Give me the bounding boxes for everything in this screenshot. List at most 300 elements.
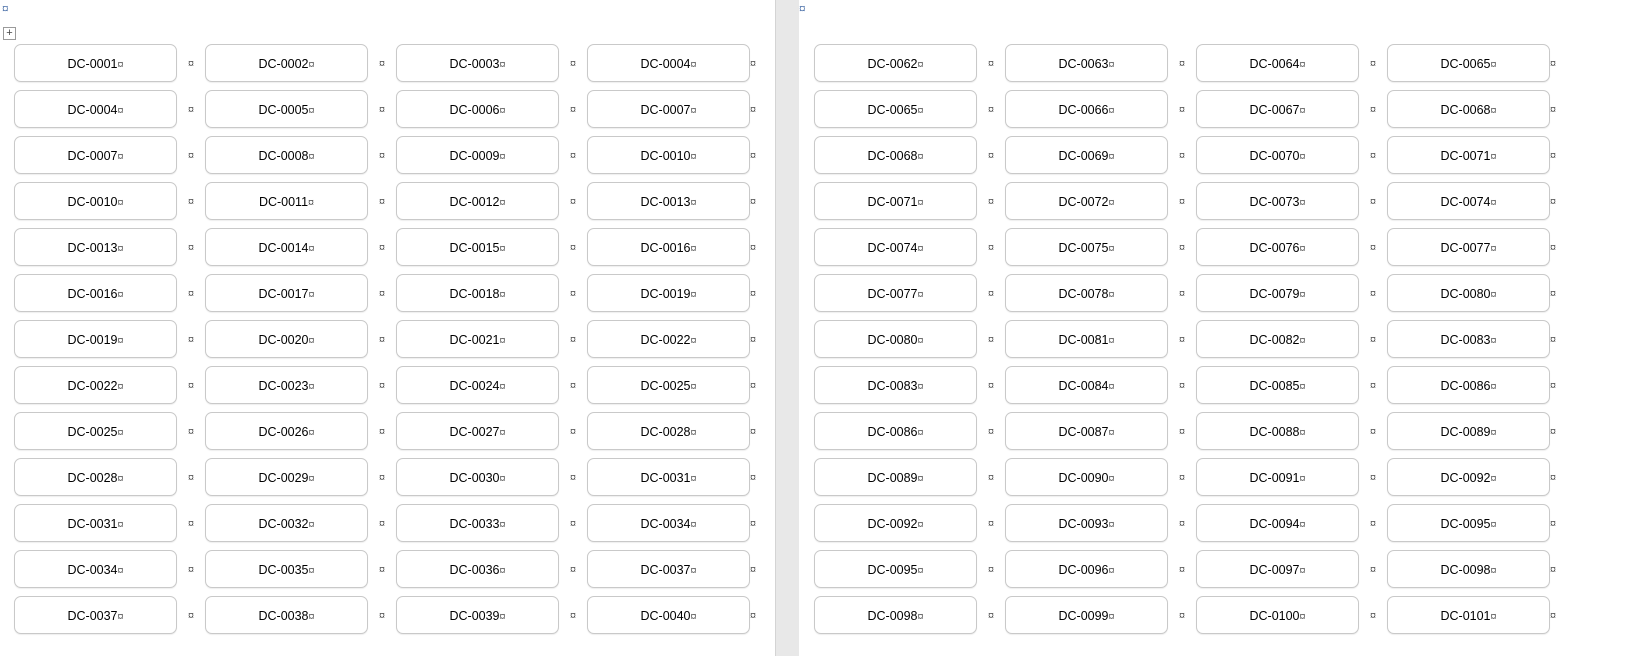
pilcrow-icon: ¤ — [308, 471, 315, 485]
column-gap-mark: ¤ — [570, 515, 576, 530]
column-gap-mark: ¤ — [988, 285, 994, 300]
pilcrow-icon: ¤ — [1108, 425, 1115, 439]
pilcrow-icon: ¤ — [1299, 425, 1306, 439]
pilcrow-icon: ¤ — [1490, 287, 1497, 301]
row-spacer — [814, 404, 1564, 412]
row-end-mark: ¤ — [750, 515, 756, 530]
label-cell[interactable] — [1005, 274, 1168, 312]
label-text: DC-0001¤ — [14, 44, 177, 82]
label-text: DC-0007¤ — [587, 90, 750, 128]
pilcrow-icon: ¤ — [499, 517, 506, 531]
label-cell[interactable] — [205, 136, 368, 174]
label-text: DC-0063¤ — [1005, 44, 1168, 82]
pilcrow-icon: ¤ — [690, 379, 697, 393]
label-text: DC-0091¤ — [1196, 458, 1359, 496]
column-gap-mark: ¤ — [1179, 469, 1185, 484]
label-cell[interactable] — [814, 228, 977, 266]
label-text: DC-0092¤ — [1387, 458, 1550, 496]
label-cell[interactable] — [587, 228, 750, 266]
label-cell[interactable] — [587, 412, 750, 450]
pilcrow-icon: ¤ — [499, 241, 506, 255]
row-end-mark: ¤ — [1550, 561, 1556, 576]
column-gap-mark: ¤ — [988, 515, 994, 530]
label-cell[interactable] — [1005, 596, 1168, 634]
label-text: DC-0089¤ — [1387, 412, 1550, 450]
label-text: DC-0086¤ — [1387, 366, 1550, 404]
label-cell[interactable] — [814, 550, 977, 588]
label-cell[interactable] — [814, 366, 977, 404]
label-text: DC-0028¤ — [14, 458, 177, 496]
pilcrow-icon: ¤ — [690, 517, 697, 531]
label-text: DC-0098¤ — [814, 596, 977, 634]
label-cell[interactable] — [1196, 228, 1359, 266]
label-cell[interactable] — [14, 136, 177, 174]
label-cell[interactable] — [1196, 274, 1359, 312]
label-text: DC-0071¤ — [814, 182, 977, 220]
row-end-mark: ¤ — [750, 561, 756, 576]
row-spacer — [814, 496, 1564, 504]
label-cell[interactable] — [1387, 90, 1550, 128]
label-cell[interactable] — [205, 596, 368, 634]
row-end-mark: ¤ — [1550, 147, 1556, 162]
pilcrow-icon: ¤ — [1299, 379, 1306, 393]
label-text: DC-0014¤ — [205, 228, 368, 266]
pilcrow-icon: ¤ — [917, 425, 924, 439]
label-cell[interactable] — [1196, 550, 1359, 588]
label-text: DC-0011¤ — [205, 182, 368, 220]
label-text: DC-0003¤ — [396, 44, 559, 82]
label-cell[interactable] — [14, 228, 177, 266]
column-gap-mark: ¤ — [988, 423, 994, 438]
label-text: DC-0070¤ — [1196, 136, 1359, 174]
pilcrow-icon: ¤ — [308, 195, 315, 209]
column-gap-mark: ¤ — [570, 377, 576, 392]
label-cell[interactable] — [205, 274, 368, 312]
label-cell[interactable] — [205, 182, 368, 220]
pilcrow-icon: ¤ — [917, 241, 924, 255]
label-text: DC-0030¤ — [396, 458, 559, 496]
column-gap-mark: ¤ — [188, 561, 194, 576]
label-cell[interactable] — [14, 596, 177, 634]
label-cell[interactable] — [205, 320, 368, 358]
pilcrow-icon: ¤ — [1490, 333, 1497, 347]
label-cell[interactable] — [396, 90, 559, 128]
pilcrow-icon: ¤ — [917, 609, 924, 623]
label-cell[interactable] — [1196, 412, 1359, 450]
label-cell[interactable] — [1196, 182, 1359, 220]
column-gap-mark: ¤ — [379, 515, 385, 530]
paragraph-mark-icon: ¤ — [2, 1, 9, 16]
label-text: DC-0028¤ — [587, 412, 750, 450]
label-cell[interactable] — [396, 320, 559, 358]
row-end-mark: ¤ — [750, 423, 756, 438]
label-text: DC-0073¤ — [1196, 182, 1359, 220]
label-cell[interactable] — [396, 550, 559, 588]
label-cell[interactable] — [14, 550, 177, 588]
table-row — [14, 596, 764, 634]
label-text: DC-0037¤ — [14, 596, 177, 634]
label-text: DC-0010¤ — [587, 136, 750, 174]
column-gap-mark: ¤ — [1179, 285, 1185, 300]
label-cell[interactable] — [14, 90, 177, 128]
label-cell[interactable] — [1196, 504, 1359, 542]
column-gap-mark: ¤ — [379, 147, 385, 162]
label-text: DC-0085¤ — [1196, 366, 1359, 404]
label-cell[interactable] — [396, 182, 559, 220]
pilcrow-icon: ¤ — [1490, 517, 1497, 531]
label-cell[interactable] — [1196, 596, 1359, 634]
label-cell[interactable] — [1005, 320, 1168, 358]
row-spacer — [14, 542, 764, 550]
label-text: DC-0068¤ — [814, 136, 977, 174]
pilcrow-icon: ¤ — [1490, 241, 1497, 255]
label-cell[interactable] — [1005, 228, 1168, 266]
pilcrow-icon: ¤ — [1490, 195, 1497, 209]
pilcrow-icon: ¤ — [308, 103, 315, 117]
pilcrow-icon: ¤ — [117, 609, 124, 623]
label-cell[interactable] — [814, 44, 977, 82]
row-spacer — [814, 128, 1564, 136]
row-end-mark: ¤ — [1550, 193, 1556, 208]
label-text: DC-0062¤ — [814, 44, 977, 82]
label-text: DC-0002¤ — [205, 44, 368, 82]
pilcrow-icon: ¤ — [690, 241, 697, 255]
table-row — [814, 320, 1564, 358]
column-gap-mark: ¤ — [988, 377, 994, 392]
row-spacer — [14, 634, 764, 642]
row-end-mark: ¤ — [750, 285, 756, 300]
row-end-mark: ¤ — [750, 607, 756, 622]
label-text: DC-0004¤ — [587, 44, 750, 82]
column-gap-mark: ¤ — [988, 331, 994, 346]
label-cell[interactable] — [587, 504, 750, 542]
pilcrow-icon: ¤ — [917, 287, 924, 301]
table-row — [814, 366, 1564, 404]
label-cell[interactable] — [587, 182, 750, 220]
pilcrow-icon: ¤ — [117, 471, 124, 485]
row-spacer — [814, 82, 1564, 90]
table-row — [14, 412, 764, 450]
pilcrow-icon: ¤ — [1299, 517, 1306, 531]
pilcrow-icon: ¤ — [917, 103, 924, 117]
label-cell[interactable] — [205, 90, 368, 128]
pilcrow-icon: ¤ — [1108, 57, 1115, 71]
row-spacer — [814, 634, 1564, 642]
pilcrow-icon: ¤ — [1490, 471, 1497, 485]
pilcrow-icon: ¤ — [1299, 149, 1306, 163]
label-cell[interactable] — [1005, 504, 1168, 542]
label-cell[interactable] — [205, 504, 368, 542]
label-text: DC-0080¤ — [1387, 274, 1550, 312]
pilcrow-icon: ¤ — [499, 563, 506, 577]
label-text: DC-0038¤ — [205, 596, 368, 634]
label-text: DC-0032¤ — [205, 504, 368, 542]
pilcrow-icon: ¤ — [308, 57, 315, 71]
label-cell[interactable] — [205, 412, 368, 450]
row-end-mark: ¤ — [1550, 607, 1556, 622]
pilcrow-icon: ¤ — [499, 609, 506, 623]
column-gap-mark: ¤ — [1370, 331, 1376, 346]
label-cell[interactable] — [1005, 412, 1168, 450]
column-gap-mark: ¤ — [379, 469, 385, 484]
column-gap-mark: ¤ — [188, 193, 194, 208]
label-text: DC-0016¤ — [14, 274, 177, 312]
label-cell[interactable] — [396, 136, 559, 174]
label-text: DC-0084¤ — [1005, 366, 1168, 404]
label-text: DC-0098¤ — [1387, 550, 1550, 588]
pilcrow-icon: ¤ — [499, 471, 506, 485]
label-cell[interactable] — [814, 596, 977, 634]
label-cell[interactable] — [814, 504, 977, 542]
label-text: DC-0095¤ — [1387, 504, 1550, 542]
label-cell[interactable] — [1196, 136, 1359, 174]
column-gap-mark: ¤ — [188, 469, 194, 484]
label-cell[interactable] — [814, 320, 977, 358]
pilcrow-icon: ¤ — [499, 103, 506, 117]
label-text: DC-0025¤ — [587, 366, 750, 404]
label-cell[interactable] — [1387, 596, 1550, 634]
column-gap-mark: ¤ — [570, 239, 576, 254]
pilcrow-icon: ¤ — [690, 609, 697, 623]
label-cell[interactable] — [1196, 90, 1359, 128]
pilcrow-icon: ¤ — [1108, 563, 1115, 577]
label-cell[interactable] — [205, 550, 368, 588]
row-end-mark: ¤ — [750, 147, 756, 162]
row-end-mark: ¤ — [1550, 331, 1556, 346]
label-cell[interactable] — [396, 596, 559, 634]
column-gap-mark: ¤ — [1179, 147, 1185, 162]
label-text: DC-0013¤ — [14, 228, 177, 266]
pilcrow-icon: ¤ — [117, 103, 124, 117]
label-cell[interactable] — [205, 458, 368, 496]
label-text: DC-0079¤ — [1196, 274, 1359, 312]
label-cell[interactable] — [1387, 136, 1550, 174]
label-cell[interactable] — [587, 596, 750, 634]
label-text: DC-0096¤ — [1005, 550, 1168, 588]
label-cell[interactable] — [587, 550, 750, 588]
label-text: DC-0006¤ — [396, 90, 559, 128]
label-cell[interactable] — [396, 44, 559, 82]
label-text: DC-0034¤ — [14, 550, 177, 588]
column-gap-mark: ¤ — [988, 607, 994, 622]
pilcrow-icon: ¤ — [308, 241, 315, 255]
pilcrow-icon: ¤ — [308, 379, 315, 393]
pilcrow-icon: ¤ — [117, 149, 124, 163]
label-cell[interactable] — [396, 458, 559, 496]
column-gap-mark: ¤ — [379, 239, 385, 254]
label-text: DC-0069¤ — [1005, 136, 1168, 174]
row-spacer — [14, 404, 764, 412]
column-gap-mark: ¤ — [570, 423, 576, 438]
pilcrow-icon: ¤ — [917, 149, 924, 163]
label-cell[interactable] — [1005, 136, 1168, 174]
label-cell[interactable] — [14, 366, 177, 404]
label-text: DC-0025¤ — [14, 412, 177, 450]
column-gap-mark: ¤ — [570, 147, 576, 162]
label-text: DC-0008¤ — [205, 136, 368, 174]
label-cell[interactable] — [396, 504, 559, 542]
label-table-left[interactable] — [14, 44, 764, 642]
table-row — [14, 136, 764, 174]
pilcrow-icon: ¤ — [1490, 609, 1497, 623]
label-cell[interactable] — [1387, 320, 1550, 358]
label-text: DC-0090¤ — [1005, 458, 1168, 496]
column-gap-mark: ¤ — [379, 331, 385, 346]
pilcrow-icon: ¤ — [308, 609, 315, 623]
row-end-mark: ¤ — [1550, 423, 1556, 438]
label-text: DC-0066¤ — [1005, 90, 1168, 128]
label-cell[interactable] — [1005, 182, 1168, 220]
table-row — [814, 458, 1564, 496]
label-cell[interactable] — [814, 136, 977, 174]
label-text: DC-0080¤ — [814, 320, 977, 358]
row-end-mark: ¤ — [750, 377, 756, 392]
label-cell[interactable] — [587, 274, 750, 312]
pilcrow-icon: ¤ — [117, 241, 124, 255]
label-cell[interactable] — [814, 90, 977, 128]
column-gap-mark: ¤ — [570, 55, 576, 70]
pilcrow-icon: ¤ — [1108, 609, 1115, 623]
row-spacer — [14, 174, 764, 182]
label-cell[interactable] — [1005, 458, 1168, 496]
column-gap-mark: ¤ — [1179, 377, 1185, 392]
pilcrow-icon: ¤ — [117, 333, 124, 347]
label-cell[interactable] — [587, 366, 750, 404]
pilcrow-icon: ¤ — [690, 103, 697, 117]
row-spacer — [814, 588, 1564, 596]
label-cell[interactable] — [587, 320, 750, 358]
column-gap-mark: ¤ — [379, 377, 385, 392]
label-cell[interactable] — [587, 458, 750, 496]
label-cell[interactable] — [14, 182, 177, 220]
label-cell[interactable] — [814, 182, 977, 220]
label-cell[interactable] — [1387, 182, 1550, 220]
label-cell[interactable] — [1005, 366, 1168, 404]
label-cell[interactable] — [14, 274, 177, 312]
label-cell[interactable] — [1196, 366, 1359, 404]
label-cell[interactable] — [205, 366, 368, 404]
label-cell[interactable] — [14, 458, 177, 496]
label-cell[interactable] — [1005, 44, 1168, 82]
label-text: DC-0094¤ — [1196, 504, 1359, 542]
pilcrow-icon: ¤ — [690, 425, 697, 439]
pilcrow-icon: ¤ — [117, 195, 124, 209]
label-cell[interactable] — [396, 412, 559, 450]
label-cell[interactable] — [1387, 366, 1550, 404]
pilcrow-icon: ¤ — [1299, 471, 1306, 485]
label-cell[interactable] — [1387, 274, 1550, 312]
document-page-right[interactable] — [799, 0, 1636, 656]
label-cell[interactable] — [1387, 44, 1550, 82]
pilcrow-icon: ¤ — [1299, 609, 1306, 623]
pilcrow-icon: ¤ — [308, 517, 315, 531]
column-gap-mark: ¤ — [188, 147, 194, 162]
label-cell[interactable] — [14, 44, 177, 82]
label-cell[interactable] — [587, 136, 750, 174]
label-cell[interactable] — [1387, 228, 1550, 266]
label-cell[interactable] — [814, 412, 977, 450]
label-cell[interactable] — [14, 412, 177, 450]
label-cell[interactable] — [814, 458, 977, 496]
label-text: DC-0026¤ — [205, 412, 368, 450]
pilcrow-icon: ¤ — [117, 57, 124, 71]
label-text: DC-0019¤ — [14, 320, 177, 358]
label-text: DC-0040¤ — [587, 596, 750, 634]
label-cell[interactable] — [587, 90, 750, 128]
column-gap-mark: ¤ — [379, 55, 385, 70]
label-cell[interactable] — [1005, 90, 1168, 128]
table-move-handle-icon[interactable]: + — [3, 27, 16, 40]
label-cell[interactable] — [1387, 412, 1550, 450]
column-gap-mark: ¤ — [1370, 101, 1376, 116]
row-spacer — [14, 128, 764, 136]
pilcrow-icon: ¤ — [1490, 103, 1497, 117]
label-cell[interactable] — [14, 504, 177, 542]
column-gap-mark: ¤ — [988, 147, 994, 162]
label-cell[interactable] — [1387, 550, 1550, 588]
label-text: DC-0071¤ — [1387, 136, 1550, 174]
label-cell[interactable] — [396, 366, 559, 404]
pilcrow-icon: ¤ — [117, 287, 124, 301]
label-cell[interactable] — [1005, 550, 1168, 588]
row-spacer — [814, 450, 1564, 458]
label-cell[interactable] — [396, 228, 559, 266]
label-text: DC-0097¤ — [1196, 550, 1359, 588]
column-gap-mark: ¤ — [1179, 101, 1185, 116]
label-text: DC-0010¤ — [14, 182, 177, 220]
label-cell[interactable] — [396, 274, 559, 312]
label-text: DC-0087¤ — [1005, 412, 1168, 450]
pilcrow-icon: ¤ — [1108, 287, 1115, 301]
label-cell[interactable] — [14, 320, 177, 358]
column-gap-mark: ¤ — [570, 331, 576, 346]
pilcrow-icon: ¤ — [1490, 149, 1497, 163]
page-gutter — [775, 0, 801, 656]
row-spacer — [14, 82, 764, 90]
table-row — [14, 228, 764, 266]
row-spacer — [814, 312, 1564, 320]
column-gap-mark: ¤ — [1179, 193, 1185, 208]
label-text: DC-0083¤ — [1387, 320, 1550, 358]
label-cell[interactable] — [1387, 458, 1550, 496]
label-text: DC-0101¤ — [1387, 596, 1550, 634]
label-cell[interactable] — [587, 44, 750, 82]
column-gap-mark: ¤ — [1370, 469, 1376, 484]
row-spacer — [14, 450, 764, 458]
label-cell[interactable] — [1196, 320, 1359, 358]
label-table-right[interactable] — [814, 44, 1564, 642]
label-cell[interactable] — [205, 228, 368, 266]
column-gap-mark: ¤ — [1179, 515, 1185, 530]
pilcrow-icon: ¤ — [1299, 563, 1306, 577]
pilcrow-icon: ¤ — [1108, 517, 1115, 531]
pilcrow-icon: ¤ — [1490, 563, 1497, 577]
pilcrow-icon: ¤ — [1108, 241, 1115, 255]
label-cell[interactable] — [1196, 458, 1359, 496]
label-text: DC-0076¤ — [1196, 228, 1359, 266]
label-text: DC-0077¤ — [1387, 228, 1550, 266]
pilcrow-icon: ¤ — [117, 563, 124, 577]
label-text: DC-0007¤ — [14, 136, 177, 174]
label-cell[interactable] — [205, 44, 368, 82]
label-cell[interactable] — [814, 274, 977, 312]
column-gap-mark: ¤ — [988, 55, 994, 70]
label-cell[interactable] — [1387, 504, 1550, 542]
pilcrow-icon: ¤ — [1299, 57, 1306, 71]
label-cell[interactable] — [1196, 44, 1359, 82]
table-row — [814, 412, 1564, 450]
document-page-left[interactable] — [0, 0, 775, 656]
